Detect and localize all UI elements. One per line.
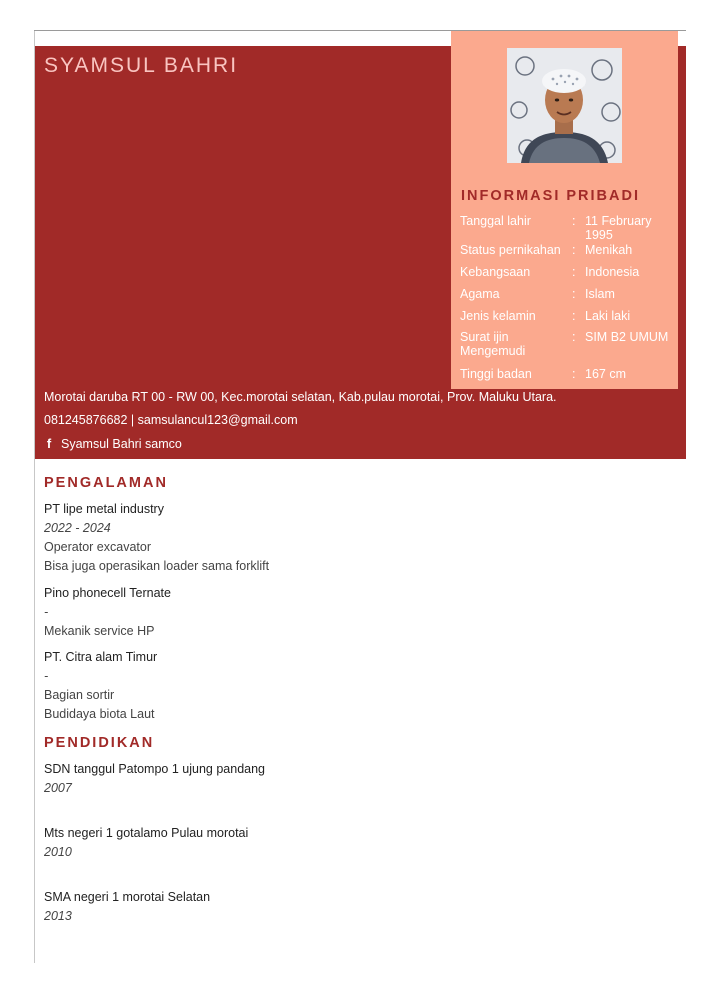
info-label: Jenis kelamin (460, 309, 536, 323)
personal-info-title: INFORMASI PRIBADI (461, 188, 640, 204)
info-value: 167 cm (585, 367, 626, 381)
profile-photo-image (507, 48, 622, 163)
info-value: SIM B2 UMUM (585, 330, 669, 344)
info-separator: : (572, 265, 576, 279)
info-separator: : (572, 309, 576, 323)
education-year: 2010 (44, 845, 72, 859)
experience-period: - (44, 669, 49, 683)
info-value: 11 February 1995 (585, 214, 652, 242)
info-label: Status pernikahan (460, 243, 561, 257)
info-label: Tinggi badan (460, 367, 532, 381)
info-label: Surat ijin Mengemudi (460, 330, 526, 358)
education-school: SDN tanggul Patompo 1 ujung pandang (44, 762, 265, 776)
experience-company: PT lipe metal industry (44, 502, 164, 516)
education-school: Mts negeri 1 gotalamo Pulau morotai (44, 826, 249, 840)
profile-photo (507, 48, 622, 163)
candidate-name: SYAMSUL BAHRI (44, 54, 239, 77)
experience-company: Pino phonecell Ternate (44, 586, 171, 600)
phone-number: 081245876682 (44, 413, 128, 427)
facebook-name: Syamsul Bahri samco (61, 437, 182, 451)
info-value: Laki laki (585, 309, 631, 323)
info-value: Menikah (585, 243, 633, 257)
info-value: Indonesia (585, 265, 640, 279)
education-title: PENDIDIKAN (44, 735, 155, 751)
info-separator: : (572, 243, 576, 257)
experience-company: PT. Citra alam Timur (44, 650, 158, 664)
address: Morotai daruba RT 00 - RW 00, Kec.morotai selatan, Kab.pulau morotai, Prov. Maluku Utara. (44, 390, 557, 404)
experience-description: Budidaya biota Laut (44, 707, 155, 721)
info-value: Islam (585, 287, 615, 301)
education-year: 2007 (44, 781, 72, 795)
experience-period: - (44, 605, 49, 619)
experience-description: Bisa juga operasikan loader sama forklift (44, 559, 270, 573)
info-label: Agama (460, 287, 500, 301)
contact-line (44, 413, 298, 427)
facebook-icon: f (46, 436, 52, 451)
experience-period: 2022 - 2024 (44, 521, 111, 535)
email-address: | samsulancul123@gmail.com (130, 413, 298, 427)
facebook-line (44, 436, 182, 451)
info-separator: : (572, 287, 576, 301)
info-label: Kebangsaan (460, 265, 531, 279)
experience-description: Mekanik service HP (44, 624, 155, 638)
info-separator: : (572, 214, 576, 228)
info-separator: : (572, 367, 576, 381)
education-school: SMA negeri 1 morotai Selatan (44, 890, 211, 904)
info-label: Tanggal lahir (460, 214, 531, 228)
education-year: 2013 (44, 909, 72, 923)
experience-title: PENGALAMAN (44, 475, 168, 491)
experience-description: Operator excavator (44, 540, 151, 554)
experience-description: Bagian sortir (44, 688, 115, 702)
info-separator: : (572, 330, 576, 344)
